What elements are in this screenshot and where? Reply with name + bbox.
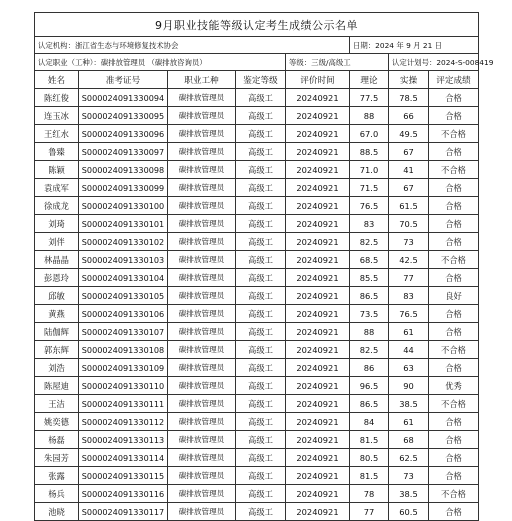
cell-exam-id: S000024091330108 (79, 341, 168, 359)
cell-level: 高级工 (236, 485, 286, 503)
cell-practice: 73 (389, 467, 429, 485)
table-row (35, 215, 479, 233)
cell-exam-id: S000024091330105 (79, 287, 168, 305)
level-cell: 等级：三级/高级工 (286, 54, 389, 71)
page-title: 9月职业技能等级认定考生成绩公示名单 (35, 13, 479, 37)
table-row (35, 359, 479, 377)
cell-practice: 60.5 (389, 503, 429, 521)
cell-date: 20240921 (286, 359, 350, 377)
cell-date: 20240921 (286, 377, 350, 395)
org-value: 浙江省生态与环境修复技术协会 (74, 40, 179, 50)
table-row (35, 449, 479, 467)
cell-name: 王红水 (35, 125, 79, 143)
cell-result: 合格 (429, 143, 479, 161)
cell-theory: 81.5 (350, 431, 389, 449)
cell-practice: 83 (389, 287, 429, 305)
table-row (35, 197, 479, 215)
table-row (35, 395, 479, 413)
cell-job: 碳排放管理员 (168, 269, 236, 287)
cell-name: 陈颖 (35, 161, 79, 179)
table-row (35, 341, 479, 359)
cell-level: 高级工 (236, 323, 286, 341)
cell-job: 碳排放管理员 (168, 485, 236, 503)
table-row (35, 485, 479, 503)
cell-job: 碳排放管理员 (168, 233, 236, 251)
cell-job: 碳排放管理员 (168, 143, 236, 161)
cell-practice: 78.5 (389, 89, 429, 107)
cell-date: 20240921 (286, 503, 350, 521)
cell-practice: 44 (389, 341, 429, 359)
cell-date: 20240921 (286, 107, 350, 125)
cell-exam-id: S000024091330112 (79, 413, 168, 431)
cell-date: 20240921 (286, 143, 350, 161)
cell-job: 碳排放管理员 (168, 395, 236, 413)
cell-level: 高级工 (236, 287, 286, 305)
column-header-date: 评价时间 (286, 71, 350, 89)
cell-theory: 82.5 (350, 233, 389, 251)
column-header-result: 评定成绩 (429, 71, 479, 89)
column-header-name: 姓名 (35, 71, 79, 89)
cell-theory: 71.0 (350, 161, 389, 179)
cell-theory: 78 (350, 485, 389, 503)
job-value: 碳排放管理员 （碳排放咨询员） (100, 57, 207, 67)
cell-job: 碳排放管理员 (168, 449, 236, 467)
cell-job: 碳排放管理员 (168, 161, 236, 179)
cell-practice: 73 (389, 233, 429, 251)
cell-theory: 81.5 (350, 467, 389, 485)
cell-date: 20240921 (286, 287, 350, 305)
cell-result: 不合格 (429, 125, 479, 143)
cell-exam-id: S000024091330096 (79, 125, 168, 143)
cell-date: 20240921 (286, 485, 350, 503)
cell-date: 20240921 (286, 233, 350, 251)
cell-name: 陈屋迪 (35, 377, 79, 395)
cell-job: 碳排放管理员 (168, 287, 236, 305)
cell-exam-id: S000024091330101 (79, 215, 168, 233)
cell-date: 20240921 (286, 413, 350, 431)
cell-job: 碳排放管理员 (168, 503, 236, 521)
table-row (35, 431, 479, 449)
cell-practice: 67 (389, 143, 429, 161)
cell-name: 邱敏 (35, 287, 79, 305)
job-cell (35, 54, 286, 71)
cell-date: 20240921 (286, 161, 350, 179)
cell-exam-id: S000024091330107 (79, 323, 168, 341)
table-row (35, 287, 479, 305)
cell-name: 张露 (35, 467, 79, 485)
cell-result: 合格 (429, 269, 479, 287)
cell-theory: 96.5 (350, 377, 389, 395)
column-header-job: 职业工种 (168, 71, 236, 89)
cell-result: 合格 (429, 179, 479, 197)
cell-result: 合格 (429, 233, 479, 251)
cell-level: 高级工 (236, 215, 286, 233)
cell-theory: 86.5 (350, 395, 389, 413)
cell-result: 不合格 (429, 341, 479, 359)
cell-name: 陆伽辉 (35, 323, 79, 341)
cell-theory: 88 (350, 323, 389, 341)
cell-date: 20240921 (286, 467, 350, 485)
table-row (35, 467, 479, 485)
cell-exam-id: S000024091330111 (79, 395, 168, 413)
cell-name: 池晓 (35, 503, 79, 521)
cell-level: 高级工 (236, 143, 286, 161)
cell-job: 碳排放管理员 (168, 341, 236, 359)
table-row (35, 503, 479, 521)
cell-result: 合格 (429, 431, 479, 449)
cell-level: 高级工 (236, 377, 286, 395)
info-row-org (35, 37, 479, 54)
cell-theory: 68.5 (350, 251, 389, 269)
cell-job: 碳排放管理员 (168, 107, 236, 125)
cell-result: 优秀 (429, 377, 479, 395)
cell-level: 高级工 (236, 89, 286, 107)
cell-level: 高级工 (236, 233, 286, 251)
cell-exam-id: S000024091330104 (79, 269, 168, 287)
cell-job: 碳排放管理员 (168, 125, 236, 143)
cell-result: 合格 (429, 359, 479, 377)
cell-level: 高级工 (236, 341, 286, 359)
cell-name: 林晶晶 (35, 251, 79, 269)
cell-date: 20240921 (286, 179, 350, 197)
cell-result: 合格 (429, 305, 479, 323)
cell-practice: 38.5 (389, 395, 429, 413)
cell-date: 20240921 (286, 305, 350, 323)
cell-name: 彭恩玲 (35, 269, 79, 287)
cell-level: 高级工 (236, 395, 286, 413)
cell-exam-id: S000024091330102 (79, 233, 168, 251)
cell-job: 碳排放管理员 (168, 431, 236, 449)
cell-theory: 86.5 (350, 287, 389, 305)
cell-theory: 73.5 (350, 305, 389, 323)
cell-theory: 88 (350, 107, 389, 125)
cell-level: 高级工 (236, 107, 286, 125)
cell-name: 连玉冰 (35, 107, 79, 125)
cell-exam-id: S000024091330110 (79, 377, 168, 395)
cell-theory: 86 (350, 359, 389, 377)
cell-result: 良好 (429, 287, 479, 305)
cell-practice: 41 (389, 161, 429, 179)
cell-level: 高级工 (236, 467, 286, 485)
cell-name: 鲁臻 (35, 143, 79, 161)
cell-result: 不合格 (429, 161, 479, 179)
cell-date: 20240921 (286, 215, 350, 233)
cell-name: 王洁 (35, 395, 79, 413)
cell-exam-id: S000024091330094 (79, 89, 168, 107)
cell-date: 20240921 (286, 395, 350, 413)
table-row (35, 143, 479, 161)
cell-exam-id: S000024091330114 (79, 449, 168, 467)
cell-practice: 66 (389, 107, 429, 125)
cell-level: 高级工 (236, 413, 286, 431)
column-header-level: 鉴定等级 (236, 71, 286, 89)
column-header-theory: 理论 (350, 71, 389, 89)
title-row (35, 13, 479, 37)
table-row (35, 251, 479, 269)
cell-name: 朱园芳 (35, 449, 79, 467)
cell-theory: 77 (350, 503, 389, 521)
cell-job: 碳排放管理员 (168, 377, 236, 395)
cell-level: 高级工 (236, 251, 286, 269)
cell-theory: 84 (350, 413, 389, 431)
cell-name: 刘浩 (35, 359, 79, 377)
cell-result: 合格 (429, 215, 479, 233)
cell-level: 高级工 (236, 179, 286, 197)
cell-practice: 63 (389, 359, 429, 377)
table-row (35, 89, 479, 107)
cell-exam-id: S000024091330099 (79, 179, 168, 197)
job-label: 认定职业（工种）： (38, 57, 101, 67)
cell-practice: 61 (389, 413, 429, 431)
plan-cell: 认定计划号：2024-S-008419 (389, 54, 479, 71)
cell-job: 碳排放管理员 (168, 359, 236, 377)
cell-result: 合格 (429, 89, 479, 107)
cell-job: 碳排放管理员 (168, 413, 236, 431)
table-row (35, 323, 479, 341)
cell-exam-id: S000024091330117 (79, 503, 168, 521)
cell-date: 20240921 (286, 341, 350, 359)
cell-exam-id: S000024091330095 (79, 107, 168, 125)
cell-exam-id: S000024091330103 (79, 251, 168, 269)
cell-practice: 90 (389, 377, 429, 395)
cell-name: 陈红俊 (35, 89, 79, 107)
cell-exam-id: S000024091330116 (79, 485, 168, 503)
cell-date: 20240921 (286, 197, 350, 215)
cell-practice: 42.5 (389, 251, 429, 269)
cell-practice: 38.5 (389, 485, 429, 503)
cell-practice: 62.5 (389, 449, 429, 467)
cell-result: 合格 (429, 503, 479, 521)
cell-job: 碳排放管理员 (168, 305, 236, 323)
cell-date: 20240921 (286, 89, 350, 107)
cell-theory: 71.5 (350, 179, 389, 197)
cell-level: 高级工 (236, 431, 286, 449)
cell-theory: 85.5 (350, 269, 389, 287)
cell-level: 高级工 (236, 125, 286, 143)
cell-date: 20240921 (286, 431, 350, 449)
date-cell: 日期：2024 年 9 月 21 日 (350, 37, 479, 54)
cell-theory: 83 (350, 215, 389, 233)
table-row (35, 305, 479, 323)
cell-date: 20240921 (286, 125, 350, 143)
cell-practice: 70.5 (389, 215, 429, 233)
score-table (34, 12, 494, 521)
cell-practice: 77 (389, 269, 429, 287)
cell-name: 杨兵 (35, 485, 79, 503)
cell-result: 合格 (429, 413, 479, 431)
cell-name: 姚奕德 (35, 413, 79, 431)
cell-practice: 61.5 (389, 197, 429, 215)
cell-exam-id: S000024091330113 (79, 431, 168, 449)
cell-result: 合格 (429, 197, 479, 215)
cell-date: 20240921 (286, 449, 350, 467)
cell-job: 碳排放管理员 (168, 89, 236, 107)
cell-job: 碳排放管理员 (168, 323, 236, 341)
info-row-job (35, 54, 479, 71)
cell-exam-id: S000024091330115 (79, 467, 168, 485)
table-row (35, 269, 479, 287)
cell-practice: 68 (389, 431, 429, 449)
cell-name: 刘琦 (35, 215, 79, 233)
org-label: 认定机构： (38, 40, 75, 50)
table-row (35, 413, 479, 431)
cell-level: 高级工 (236, 197, 286, 215)
cell-result: 合格 (429, 107, 479, 125)
table-row (35, 125, 479, 143)
cell-theory: 76.5 (350, 197, 389, 215)
cell-job: 碳排放管理员 (168, 215, 236, 233)
cell-date: 20240921 (286, 323, 350, 341)
table-row (35, 161, 479, 179)
cell-practice: 49.5 (389, 125, 429, 143)
cell-practice: 76.5 (389, 305, 429, 323)
cell-name: 徐成龙 (35, 197, 79, 215)
header-row (35, 71, 479, 89)
cell-job: 碳排放管理员 (168, 197, 236, 215)
cell-theory: 82.5 (350, 341, 389, 359)
column-header-id: 准考证号 (79, 71, 168, 89)
cell-level: 高级工 (236, 449, 286, 467)
cell-level: 高级工 (236, 305, 286, 323)
column-header-practice: 实操 (389, 71, 429, 89)
cell-name: 黄燕 (35, 305, 79, 323)
cell-theory: 88.5 (350, 143, 389, 161)
cell-exam-id: S000024091330100 (79, 197, 168, 215)
cell-result: 不合格 (429, 395, 479, 413)
cell-theory: 77.5 (350, 89, 389, 107)
cell-date: 20240921 (286, 269, 350, 287)
cell-job: 碳排放管理员 (168, 467, 236, 485)
cell-exam-id: S000024091330097 (79, 143, 168, 161)
cell-level: 高级工 (236, 161, 286, 179)
cell-level: 高级工 (236, 503, 286, 521)
cell-name: 刘伴 (35, 233, 79, 251)
cell-result: 不合格 (429, 485, 479, 503)
score-sheet (34, 12, 494, 521)
cell-result: 合格 (429, 467, 479, 485)
cell-level: 高级工 (236, 269, 286, 287)
table-row (35, 233, 479, 251)
table-row (35, 179, 479, 197)
table-row (35, 107, 479, 125)
table-row (35, 377, 479, 395)
cell-exam-id: S000024091330106 (79, 305, 168, 323)
cell-result: 合格 (429, 323, 479, 341)
cell-name: 杨磊 (35, 431, 79, 449)
cell-theory: 80.5 (350, 449, 389, 467)
cell-name: 袁成军 (35, 179, 79, 197)
cell-job: 碳排放管理员 (168, 179, 236, 197)
cell-practice: 61 (389, 323, 429, 341)
cell-theory: 67.0 (350, 125, 389, 143)
cell-exam-id: S000024091330109 (79, 359, 168, 377)
cell-job: 碳排放管理员 (168, 251, 236, 269)
cell-result: 合格 (429, 449, 479, 467)
cell-name: 郭东辉 (35, 341, 79, 359)
cell-level: 高级工 (236, 359, 286, 377)
cell-practice: 67 (389, 179, 429, 197)
cell-exam-id: S000024091330098 (79, 161, 168, 179)
cell-date: 20240921 (286, 251, 350, 269)
cell-result: 不合格 (429, 251, 479, 269)
org-cell (35, 37, 350, 54)
